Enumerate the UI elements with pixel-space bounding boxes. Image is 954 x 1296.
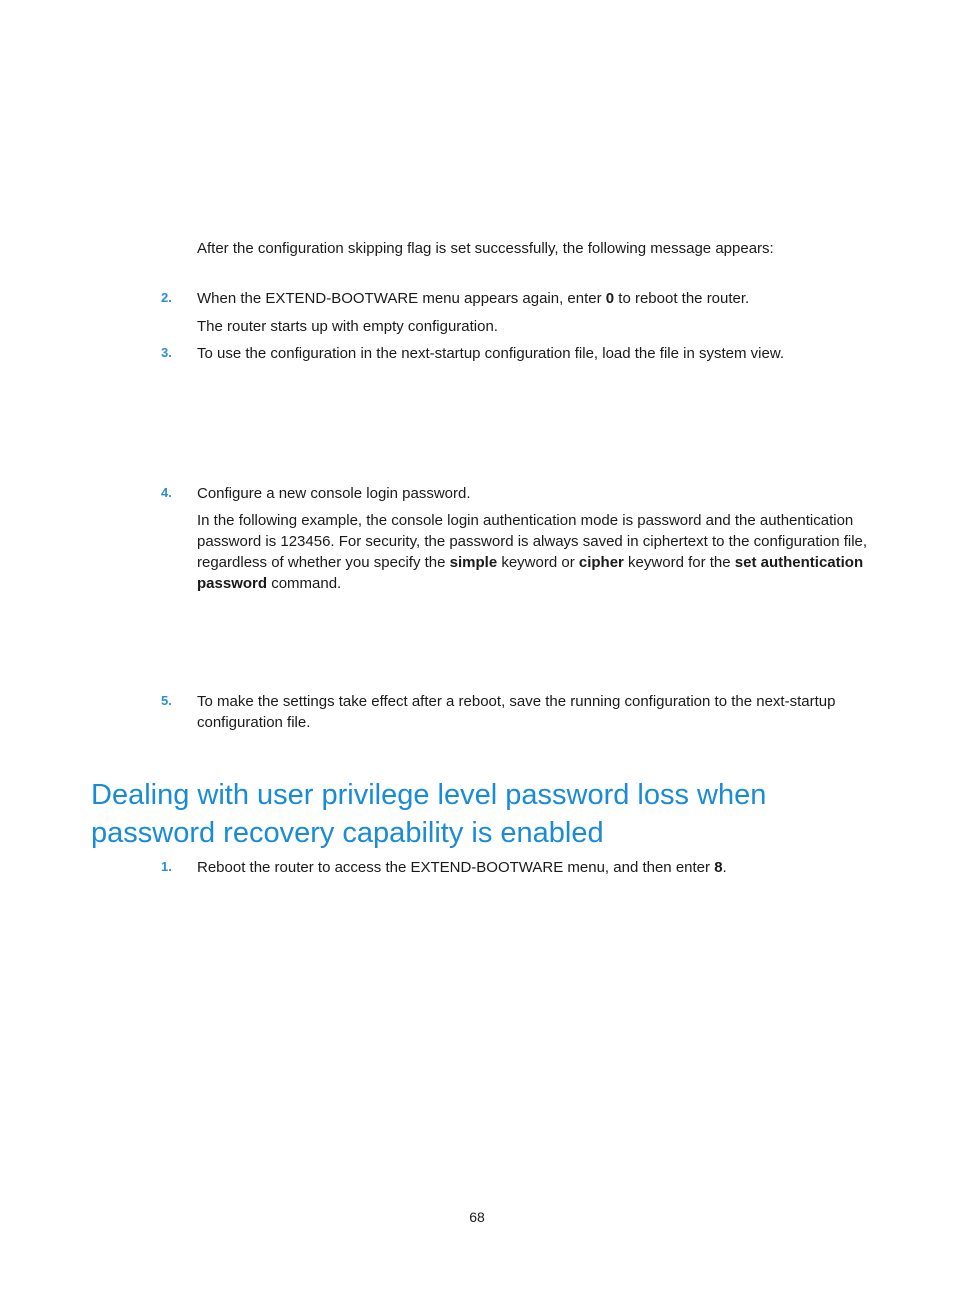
step-followup: The router starts up with empty configuration. <box>197 318 498 335</box>
step-number: 2. <box>161 290 172 305</box>
step-text-part: to reboot the router. <box>614 290 750 307</box>
step-text <box>197 857 867 878</box>
paragraph-part: In the following example, the console login authentication mode is password and the authentication password is 123456. For security, the password is always saved in ciphertext to the configuration file, regardless of whether you specify the <box>197 512 868 571</box>
keyword-simple: simple <box>449 554 498 571</box>
step-text-part: Reboot the router to access the EXTEND-BOOTWARE menu, and then enter <box>197 859 715 876</box>
step-text: Configure a new console login password. <box>197 485 471 502</box>
intro-text: After the configuration skipping flag is set successfully, the following message appears: <box>197 240 774 257</box>
paragraph-part: command. <box>267 575 342 592</box>
page-number: 68 <box>469 1209 485 1225</box>
paragraph-part: keyword or <box>497 554 579 571</box>
step-text-part: . <box>722 859 727 876</box>
command-name: set authentication password <box>197 554 864 592</box>
step-paragraph <box>197 510 869 594</box>
step-number: 3. <box>161 345 172 360</box>
step-text-part: When the EXTEND-BOOTWARE menu appears again, enter <box>197 290 606 307</box>
step-number: 5. <box>161 693 172 708</box>
keyword-cipher: cipher <box>578 554 624 571</box>
section-heading: Dealing with user privilege level password loss when password recovery capability is enabled <box>91 779 767 849</box>
step-bold-key: 8 <box>714 859 723 876</box>
step-text <box>197 288 867 309</box>
paragraph-part: keyword for the <box>623 554 735 571</box>
step-text: To make the settings take effect after a reboot, save the running configuration to the next-startup configuration file. <box>197 693 836 731</box>
step-text: To use the configuration in the next-startup configuration file, load the file in system view. <box>197 345 784 362</box>
step-number: 1. <box>161 859 172 874</box>
step-number: 4. <box>161 485 172 500</box>
step-bold-key: 0 <box>605 290 615 307</box>
